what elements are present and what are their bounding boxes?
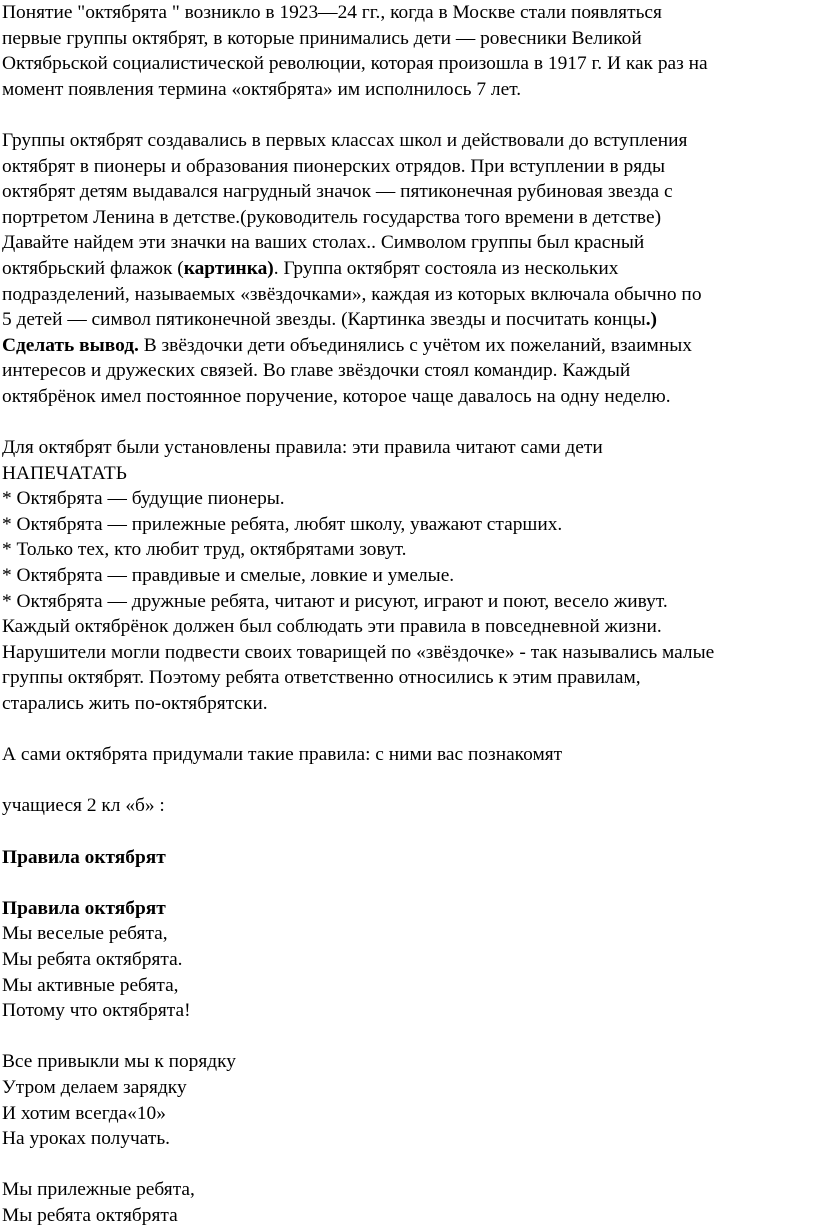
text-line: старались жить по-октябрятски.: [2, 693, 268, 715]
bold-run: картинка): [183, 257, 274, 279]
text-line: НАПЕЧАТАТЬ: [2, 462, 127, 484]
text-run: . Группа октябрят состояла из нескольких: [273, 257, 619, 279]
poem-heading: Правила октябрят: [2, 897, 166, 919]
text-line: портретом Ленина в детстве.(руководитель государства того времени в детстве): [2, 206, 662, 228]
heading-rules: [2, 845, 814, 871]
text-line: А сами октябрята придумали такие правила: с ними вас познакомят: [2, 744, 563, 766]
text-line: октябрят в пионеры и образования пионерских отрядов. При вступлении в ряды: [2, 155, 666, 177]
poem-line: Мы ребята октябрята.: [2, 948, 183, 970]
section-heading: Правила октябрят: [2, 846, 166, 868]
poem-line: Мы ребята октябрята: [2, 1204, 178, 1226]
paragraph-rules: [2, 435, 814, 717]
text-line: Давайте найдем эти значки на ваших столах.. Символом группы был красный: [2, 232, 645, 254]
text-line: Для октябрят были установлены правила: эти правила читают сами дети: [2, 437, 603, 459]
text-line: подразделений, называемых «звёздочками», каждая из которых включала обычно по: [2, 283, 702, 305]
text-run: октябрьский флажок (: [2, 257, 184, 279]
poem-stanza-3: [2, 1177, 814, 1228]
paragraph-history: [2, 0, 814, 102]
poem-line: И хотим всегда«10»: [2, 1102, 166, 1124]
text-line: момент появления термина «октябрята» им исполнилось 7 лет.: [2, 78, 522, 100]
text-line: [2, 256, 814, 282]
text-run: В звёздочки дети объединялись с учётом их пожеланий, взаимных: [138, 334, 692, 356]
text-line: первые группы октябрят, в которые принимались дети — ровесники Великой: [2, 27, 642, 49]
bold-run: Сделать вывод.: [2, 334, 139, 356]
poem-stanza-1: [2, 896, 814, 1024]
paragraph-students: [2, 793, 814, 819]
text-line: Нарушители могли подвести своих товарищей по «звёздочке» - так назывались малые: [2, 641, 715, 663]
poem-stanza-2: [2, 1049, 814, 1151]
text-run: 5 детей — символ пятиконечной звезды. (Картинка звезды и посчитать концы: [2, 309, 646, 331]
rule-item: * Октябрята — будущие пионеры.: [2, 488, 285, 510]
text-line: интересов и дружеских связей. Во главе звёздочки стоял командир. Каждый: [2, 360, 631, 382]
text-line: Октябрьской социалистической революции, которая произошла в 1917 г. И как раз на: [2, 53, 708, 75]
poem-line: Мы веселые ребята,: [2, 923, 168, 945]
bold-run: .): [645, 309, 657, 331]
text-run: стали появляться: [515, 2, 662, 23]
paragraph-intro: [2, 742, 814, 768]
document-page: [2, 0, 814, 1229]
poem-line: Мы активные ребята,: [2, 974, 179, 996]
text-line: октябрёнок имел постоянное поручение, которое чаще давалось на одну неделю.: [2, 385, 671, 407]
rule-item: * Октябрята — прилежные ребята, любят школу, уважают старших.: [2, 513, 563, 535]
text-line: учащиеся 2 кл «б» :: [2, 795, 165, 817]
poem-line: Все привыкли мы к порядку: [2, 1051, 236, 1073]
poem-line: Потому что октябрята!: [2, 1000, 191, 1022]
text-line: Группы октябрят создавались в первых классах школ и действовали до вступления: [2, 129, 688, 151]
poem-line: Утром делаем зарядку: [2, 1076, 187, 1098]
rule-item: * Октябрята — правдивые и смелые, ловкие и умелые.: [2, 565, 455, 587]
text-line: [2, 0, 814, 26]
text-line: Каждый октябрёнок должен был соблюдать эти правила в повседневной жизни.: [2, 616, 662, 638]
poem-line: Мы прилежные ребята,: [2, 1179, 195, 1201]
text-line: [2, 333, 814, 359]
text-line: октябрят детям выдавался нагрудный значок — пятиконечная рубиновая звезда с: [2, 181, 673, 203]
moscow-link[interactable]: Москве: [452, 2, 516, 23]
text-line: группы октябрят. Поэтому ребята ответственно относились к этим правилам,: [2, 667, 641, 689]
rule-item: * Октябрята — дружные ребята, читают и рисуют, играют и поют, весело живут.: [2, 590, 668, 612]
text-line: [2, 307, 814, 333]
text-run: Понятие "октябрята " возникло в 1923—24 гг., когда в: [2, 2, 453, 23]
poem-line: На уроках получать.: [2, 1128, 171, 1150]
paragraph-groups: [2, 128, 814, 410]
rule-item: * Только тех, кто любит труд, октябрятами зовут.: [2, 539, 407, 561]
